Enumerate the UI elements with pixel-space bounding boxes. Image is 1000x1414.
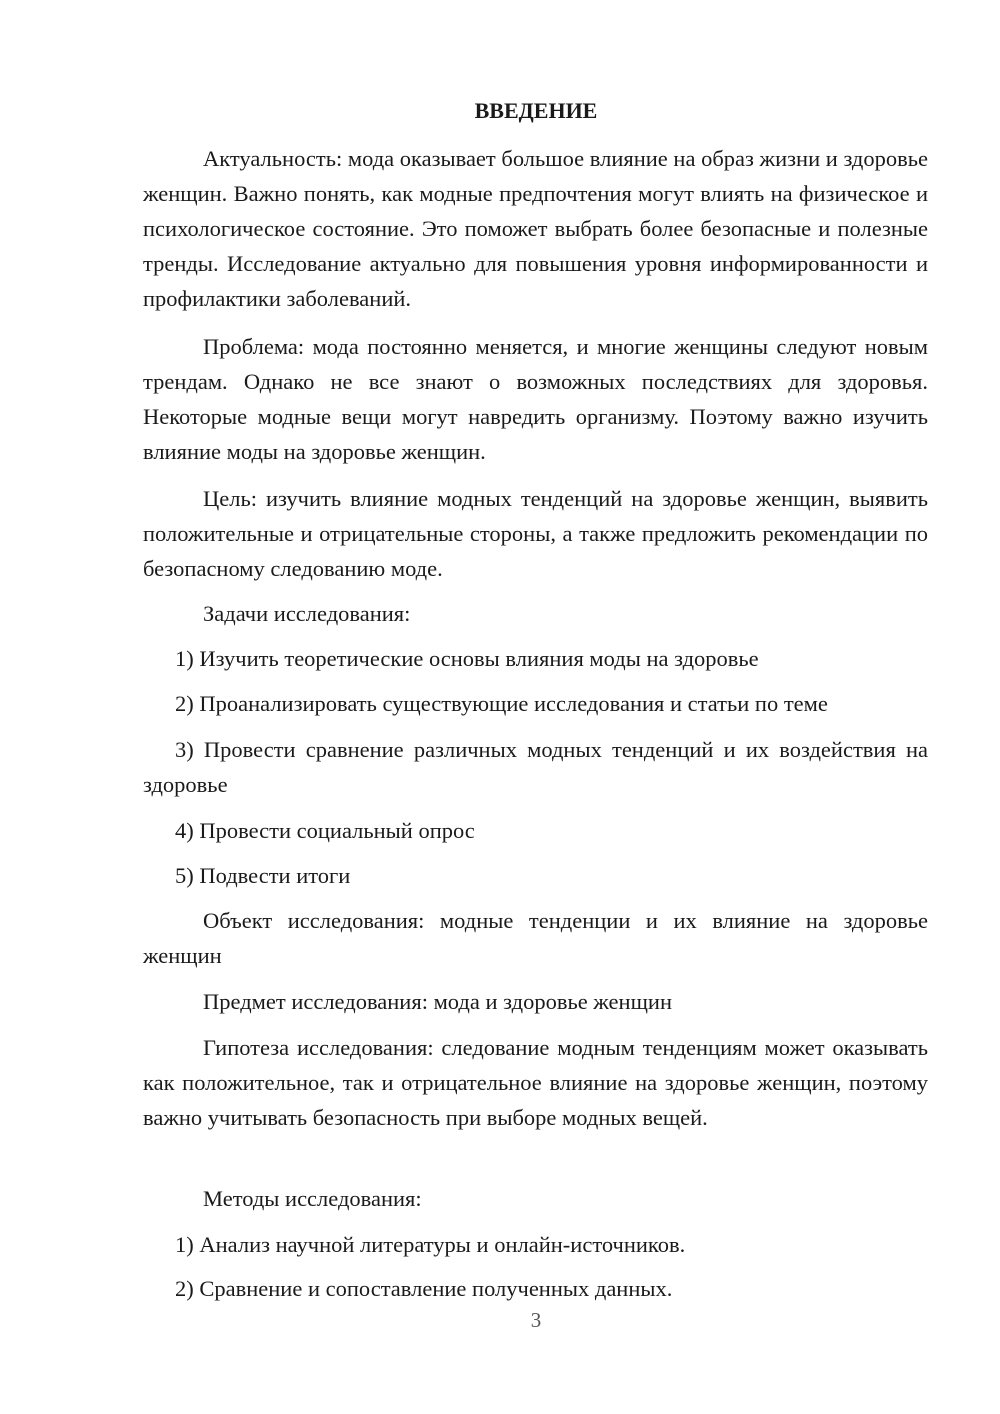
methods-heading: Методы исследования: <box>203 1186 422 1211</box>
method-item: 2) Сравнение и сопоставление полученных данных. <box>175 1276 673 1301</box>
task-item: 1) Изучить теоретические основы влияния моды на здоровье <box>175 646 759 671</box>
object-paragraph: Объект исследования: модные тенденции и их влияние на здоровье женщин <box>143 908 928 968</box>
problem-paragraph: Проблема: мода постоянно меняется, и многие женщины следуют новым трендам. Однако не все знают о возможных последствиях для здоровья. Некоторые модные вещи могут навредить организму. Поэтому важно изучить влияние моды на здоровье женщин. <box>143 334 928 464</box>
subject-paragraph: Предмет исследования: мода и здоровье женщин <box>203 989 672 1014</box>
goal-paragraph: Цель: изучить влияние модных тенденций на здоровье женщин, выявить положительные и отрицательные стороны, а также предложить рекомендации по безопасному следованию моде. <box>143 486 928 581</box>
task-item: 3) Провести сравнение различных модных тенденций и их воздействия на здоровье <box>143 737 928 797</box>
page-title: ВВЕДЕНИЕ <box>474 98 598 123</box>
method-item: 1) Анализ научной литературы и онлайн-источников. <box>175 1232 686 1257</box>
task-item: 4) Провести социальный опрос <box>175 818 475 843</box>
page-number: 3 <box>530 1308 542 1332</box>
task-item: 5) Подвести итоги <box>175 863 351 888</box>
task-item: 2) Проанализировать существующие исследования и статьи по теме <box>175 691 828 716</box>
relevance-paragraph: Актуальность: мода оказывает большое влияние на образ жизни и здоровье женщин. Важно понять, как модные предпочтения могут влиять на физическое и психологическое состояние. Это поможет выбрать более безопасные и полезные тренды. Исследование актуально для повышения уровня информированности и профилактики заболеваний. <box>143 146 928 311</box>
tasks-heading: Задачи исследования: <box>203 601 411 626</box>
hypothesis-paragraph: Гипотеза исследования: следование модным тенденциям может оказывать как положительное, так и отрицательное влияние на здоровье женщин, поэтому важно учитывать безопасность при выборе модных вещей. <box>143 1035 928 1130</box>
